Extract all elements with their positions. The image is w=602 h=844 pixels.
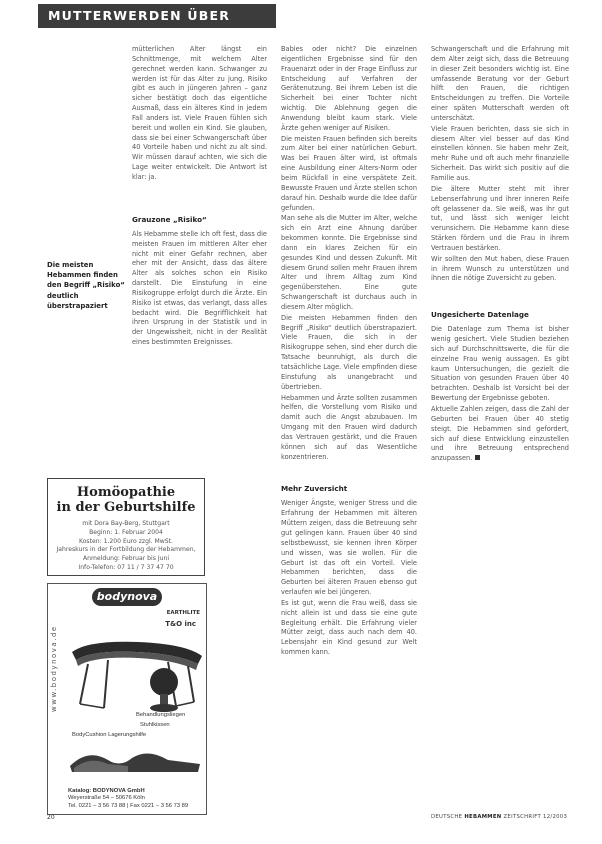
paragraph: Man sehe als die Mutter im Alter, welche sich ein Arzt eine Ahnung darüber bekommen konnte. Die Ergebnisse sind dann ein klares Zeichen für ein gesundes Kind und dessen Zukunft. Mit diesem Grund sollen mehr Frauen ihrem Alter und ihrem Alltag zum Kind gegenüberstehen. Eine gute Schwangerschaft ist durchaus auch in diesem Alter möglich. — [281, 214, 417, 311]
ad-label: Stuhlkissen — [140, 722, 170, 728]
text-column-1 — [132, 45, 267, 348]
paragraph: Als Hebamme stelle ich oft fest, dass die meisten Frauen im mittleren Alter eher nicht mit einer Gefahr rechnen, aber eher mit der Ansicht, dass das ältere Alter als solches schon ein Risiko darstellt. Die Einstufung in eine Risikogruppe erfolgt durch die Ärzte. Ein Risiko ist etwas, das verlangt, dass alles bedacht wird. Die Begrifflichkeit hat ihren Ursprung in der Statistik und in der Ungewissheit, nicht in der Realität eines bestimmten Ereignisses. — [132, 229, 267, 347]
ad-label: BodyCushion Lagerungshilfe — [72, 732, 147, 738]
ad-line: Anmeldung: Februar bis Juni — [82, 555, 170, 563]
ad-line: Jahreskurs in der Fortbildung der Hebammen, — [56, 546, 196, 554]
ad-line: Kosten: 1.200 Euro zzgl. MwSt. — [79, 537, 173, 545]
bodynova-ad[interactable] — [47, 583, 207, 815]
section-header: MUTTERWERDEN ÜBER VIERZIG — [38, 4, 276, 28]
paragraph: Die ältere Mutter steht mit ihrer Lebenserfahrung und ihrer inneren Reife oft gelassener da. Sie weiß, was ihr gut tut, und lässt sich weniger leicht verunsichern. Die Hebamme kann diese Stärken fördern und die Frau in ihrem Vertrauen bestärken. — [431, 184, 569, 252]
contact-line: Tel. 0221 – 3 56 73 88 | Fax 0221 – 3 56 73 89 — [68, 802, 189, 809]
bodynova-contact — [68, 788, 204, 811]
paragraph: Es ist gut, wenn die Frau weiß, dass sie nicht allein ist und dass sie eine gute Begleitung erhält. Die Erfahrung vieler Mütter zeigt, dass auch nach dem 40. Lebensjahr ein Kind gesund zur Welt kommen kann. — [281, 598, 417, 657]
paragraph: Viele Frauen berichten, dass sie sich in diesem Alter viel besser auf das Kind einstellen können. Sie haben mehr Zeit, mehr Ruhe und oft auch mehr finanzielle Sicherheit. Das wirkt sich positiv auf die Familie aus. — [431, 124, 569, 182]
ad-label: Behandlungsliegen — [136, 712, 186, 718]
contact-line: Katalog: BODYNOVA GmbH — [68, 787, 145, 794]
paragraph: Weniger Ängste, weniger Stress und die Erfahrung der Hebammen mit älteren Müttern zeigen, dass die Betreuung sehr gut gelingen kann. Frauen über 40 sind selbstbewusst, sie kennen ihren Körper und wissen, was sie wollen. Für die Geburt ist das oft ein Vorteil. Viele Hebammen berichten, dass die Geburten bei älteren Frauen ebenso gut verlaufen wie bei jüngeren. — [281, 499, 417, 597]
footer-text: DEUTSCHE — [431, 814, 463, 820]
ad-line: Beginn: 1. Februar 2004 — [89, 528, 163, 536]
homeopathy-ad[interactable] — [47, 478, 205, 576]
paragraph — [431, 405, 569, 464]
footer-brand: HEBAMMEN — [464, 814, 502, 820]
footer-text: ZEITSCHRIFT 12/2003 — [503, 814, 568, 820]
paragraph-text: Aktuelle Zahlen zeigen, dass die Zahl der Geburten bei Frauen über 40 stetig steigt. Die Hebammen sind gefordert, sich auf diese Entwicklung einzustellen und ihre Betreuung entsprechend anzupassen. — [431, 405, 569, 463]
contact-line: Weyerstraße 54 – 50676 Köln — [68, 795, 145, 801]
ad-title-line-2: in der Geburtshilfe — [56, 500, 196, 515]
paragraph: Schwangerschaft und die Erfahrung mit dem Alter zeigt sich, dass die Betreuung in dieser Zeit besonders wichtig ist. Eine umfassende Beratung vor der Geburt hilft den Frauen, die richtigen Entscheidungen zu treffen. Die Vorteile einer späten Mutterschaft werden oft unterschätzt. — [431, 45, 569, 122]
paragraph: Wir sollten den Mut haben, diese Frauen in ihrem Wunsch zu unterstützen und ihnen die nötige Zuversicht zu geben. — [431, 254, 569, 283]
tao-logo: T&O inc — [165, 620, 196, 628]
ad-title — [52, 485, 200, 515]
pull-quote: Die meisten Hebammen finden den Begriff „Risiko“ deutlich überstrapaziert — [47, 261, 125, 310]
paragraph: Die Datenlage zum Thema ist bisher wenig gesichert. Viele Studien beziehen sich auf Durchschnittswerte, die für die einzelne Frau wenig aussagen. Es gibt kaum Untersuchungen, die gezielt die Situation von gesunden Frauen über 40 betrachten. Deshalb ist Vorsicht bei der Bewertung der Ergebnisse geboten. — [431, 325, 569, 403]
paragraph: Die meisten Hebammen finden den Begriff „Risiko“ deutlich überstrapaziert. Viele Frauen, die sich in der Risikogruppe sehen, sind eher durch die Tatsache beunruhigt, als durch die tatsächliche Lage. Viele empfinden diese Einstufung als unangebracht und übertrieben. — [281, 313, 417, 391]
paragraph: Die meisten Frauen befinden sich bereits zum Alter bei einer natürlichen Geburt. Was bei Frauen älter wird, ist oftmals eine Ausbildung einer Alters-Norm oder beim Rückfall in eine verspätete Zeit. Bewusste Frauen und Ärzte stellen schon darauf hin. Deshalb wurde die Idee dafür gefunden. — [281, 134, 417, 212]
massage-table-image — [68, 624, 206, 716]
journal-footer — [431, 814, 567, 820]
section-heading: Ungesicherte Datenlage — [431, 310, 529, 320]
text-column-2 — [281, 45, 417, 658]
paragraph: mütterlichen Alter längst ein Schnittmenge, mit welchem Alter gerechnet werden kann. Schwanger zu werden ist für das Alter zu jung. Risiko gibt es auch in jüngeren Jahren – ganz sicher bestätigt doch das eigentliche Ausmaß, dass ein älteres Kind in jedem Fall anders ist. Viele Frauen fühlen sich bereit und wollen ein Kind. Sie glauben, dass sie bei einer Schwangerschaft über 40 Vorteile haben und nicht zu alt sind. Wir müssen darauf achten, wie sich die Lage weiter entwickelt. Die Antwort ist klar: ja. — [132, 45, 267, 181]
bodynova-url: www.bodynova.de — [50, 625, 58, 713]
earthlite-logo: EARTHLITE — [166, 610, 200, 616]
ad-title-line-1: Homöopathie — [76, 485, 176, 500]
section-heading: Mehr Zuversicht — [281, 484, 348, 494]
cushions-image — [68, 742, 202, 776]
ad-line: mit Dora Bay-Berg, Stuttgart — [82, 520, 170, 527]
end-mark-icon — [475, 455, 480, 460]
paragraph: Babies oder nicht? Die einzelnen eigentlichen Ergebnisse sind für den Frauenarzt oder in der Frage Einfluss zur Entscheidung auf Verfahren der Gerätenutzung. Bei ihrem Leben ist die Sicherheit bei einer Tochter nicht wichtig. Die Ablehnung gegen die Anwendung bleibt kaum stark. Viele Ärzte gehen weniger auf Risiken. — [281, 45, 417, 132]
paragraph: Hebammen und Ärzte sollten zusammen helfen, die Vorstellung vom Risiko und damit auch die Angst abzubauen. Im Umgang mit den Frauen wird dadurch das Vertrauen gestärkt, und die Frauen können sich auf das Wesentliche konzentrieren. — [281, 393, 417, 461]
ad-details — [52, 520, 200, 573]
section-heading: Grauzone „Risiko“ — [132, 214, 207, 224]
ad-line: Info-Telefon: 07 11 / 7 37 47 70 — [78, 563, 174, 571]
bodynova-logo: bodynova — [92, 588, 162, 606]
text-column-3 — [431, 45, 569, 464]
page-number: 20 — [47, 814, 55, 821]
